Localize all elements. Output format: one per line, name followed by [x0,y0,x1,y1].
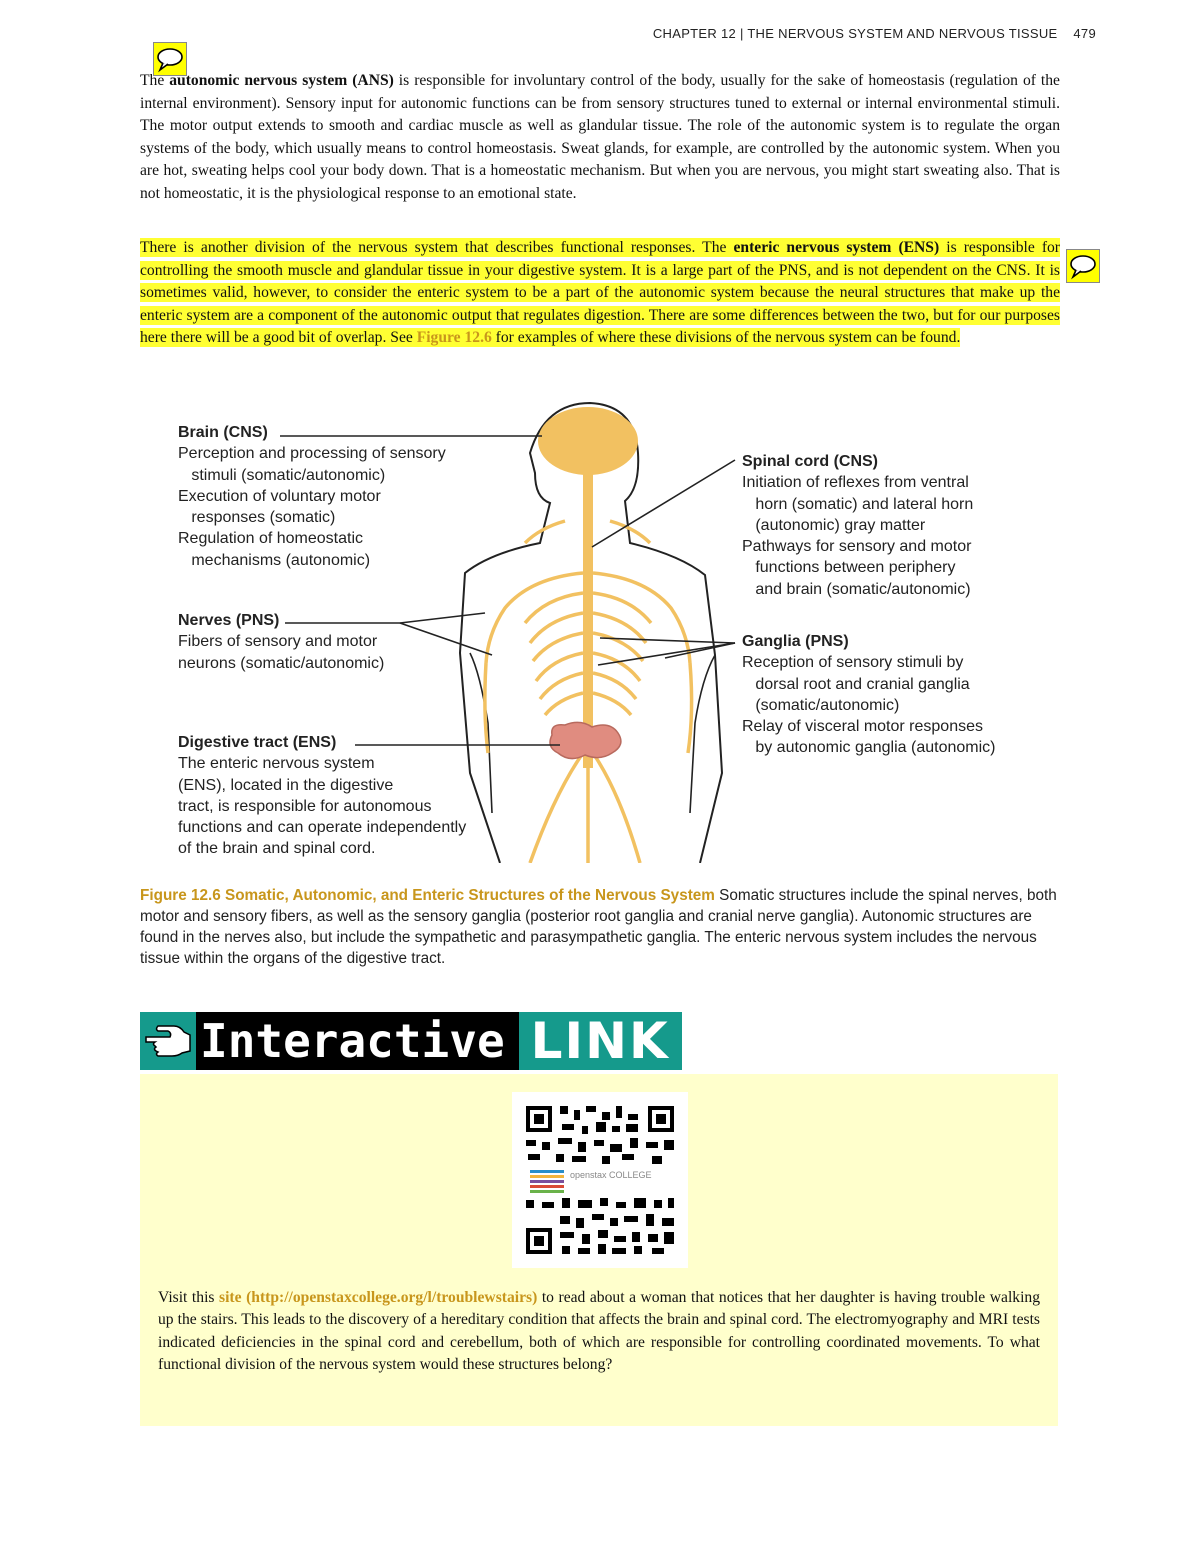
link-text: to read about a woman that notices that her daughter is having trouble walking up the stairs. This leads to the discovery of a hereditary condition that affects the brain and spinal cord. The electromyography and MRI tests indicated deficiencies in the spinal cord and cerebellum, both of which are responsible for controlling coordinated movements. To what functional division of the nervous system would these structures belong? [158,1289,1041,1374]
ans-paragraph [140,70,1060,205]
para-text: is responsible for involuntary control of the body, usually for the sake of homeostasis (regulation of the internal environment). Sensory input for autonomic functions can be from sensory structures tuned to external or internal environmental stimuli. The motor output extends to smooth and cardiac muscle as well as glandular tissue. The role of the autonomic system is to regulate the organ systems of the body, which usually means to control homeostasis. Sweat glands, for example, are controlled by the autonomic system. When you are hot, sweating helps cool your body down. That is a homeostatic mechanism. But when you are nervous, you might start sweating also. That is not homeostatic, it is the physiological response to an emotional state. [140,72,1060,202]
label-title: Brain (CNS) [178,424,268,441]
digestive-label [178,732,466,860]
running-header [653,26,1096,41]
pointing-hand-icon [140,1012,196,1070]
ens-paragraph [140,237,1060,350]
label-desc: The enteric nervous system (ENS), located in the digestive tract, is responsible for autonomous functions and can operate independently of the brain and spinal cord. [178,755,467,858]
para-text: for examples of where these divisions of the nervous system can be found. [491,329,961,346]
chapter-title: CHAPTER 12 | THE NERVOUS SYSTEM AND NERVOUS TISSUE [652,26,1058,41]
interactive-link-banner [140,1012,682,1070]
qr-code-icon [512,1092,688,1268]
label-desc: Fibers of sensory and motor neurons (somatic/autonomic) [178,633,385,672]
caption-body: Somatic structures include the spinal nerves, both motor and sensory fibers, as well as the sensory ganglia (posterior root ganglia and cranial nerve ganglia). Autonomic structures are found in the nerves also, but include the sympathetic and parasympathetic ganglia. The enteric nervous system includes the nervous tissue within the organs of the digestive tract. [140,887,1057,967]
caption-title: Figure 12.6 Somatic, Autonomic, and Enteric Structures of the Nervous System [140,887,715,904]
qr-code[interactable] [512,1092,688,1268]
nervous-system-figure [170,393,1040,863]
key-term: autonomic nervous system (ANS) [169,72,394,89]
page-number: 479 [1073,26,1096,41]
interactive-link-text [158,1287,1040,1377]
label-desc: Reception of sensory stimuli by dorsal root and cranial ganglia (somatic/autonomic) Relay of visceral motor responses by autonomic ganglia (autonomic) [742,654,996,757]
label-title: Ganglia (PNS) [742,633,849,650]
label-desc: Perception and processing of sensory stimuli (somatic/autonomic) Execution of voluntary motor responses (somatic) Regulation of homeostatic mechanisms (autonomic) [178,445,446,569]
key-term: enteric nervous system (ENS) [733,239,940,256]
ganglia-label [742,631,995,759]
interactive-word: Interactive [196,1012,519,1070]
label-title: Digestive tract (ENS) [178,734,337,751]
para-text: The [140,72,170,89]
link-word: LINK [519,1012,682,1070]
qr-brand-text: openstax COLLEGE [570,1170,652,1180]
figure-link[interactable]: Figure 12.6 [416,329,492,346]
intestine-icon [550,722,621,758]
spinal-cord-label [742,451,973,600]
comment-icon[interactable] [1066,249,1100,283]
para-text: is responsible for controlling the smooth muscle and glandular tissue in your digestive system. It is a large part of the PNS, and is not dependent on the CNS. It is sometimes valid, however, to consider the enteric system to be a part of the autonomic system because the neural structures that make up the enteric system are a component of the autonomic output that regulates digestion. There are some differences between the two, but for our purposes here there will be a good bit of overlap. See [140,239,1060,346]
label-title: Nerves (PNS) [178,612,280,629]
label-title: Spinal cord (CNS) [742,453,879,470]
para-text: There is another division of the nervous system that describes functional responses. The [140,239,734,256]
link-text: Visit this [158,1289,220,1306]
figure-caption [140,885,1060,969]
site-link[interactable]: site (http://openstaxcollege.org/l/troublewstairs) [219,1289,538,1306]
nerves-label [178,610,384,674]
label-desc: Initiation of reflexes from ventral horn (somatic) and lateral horn (autonomic) gray matter Pathways for sensory and motor functions between periphery and brain (somatic/autonomic) [742,474,974,598]
interactive-link-box [140,1074,1058,1426]
brain-label [178,422,446,571]
